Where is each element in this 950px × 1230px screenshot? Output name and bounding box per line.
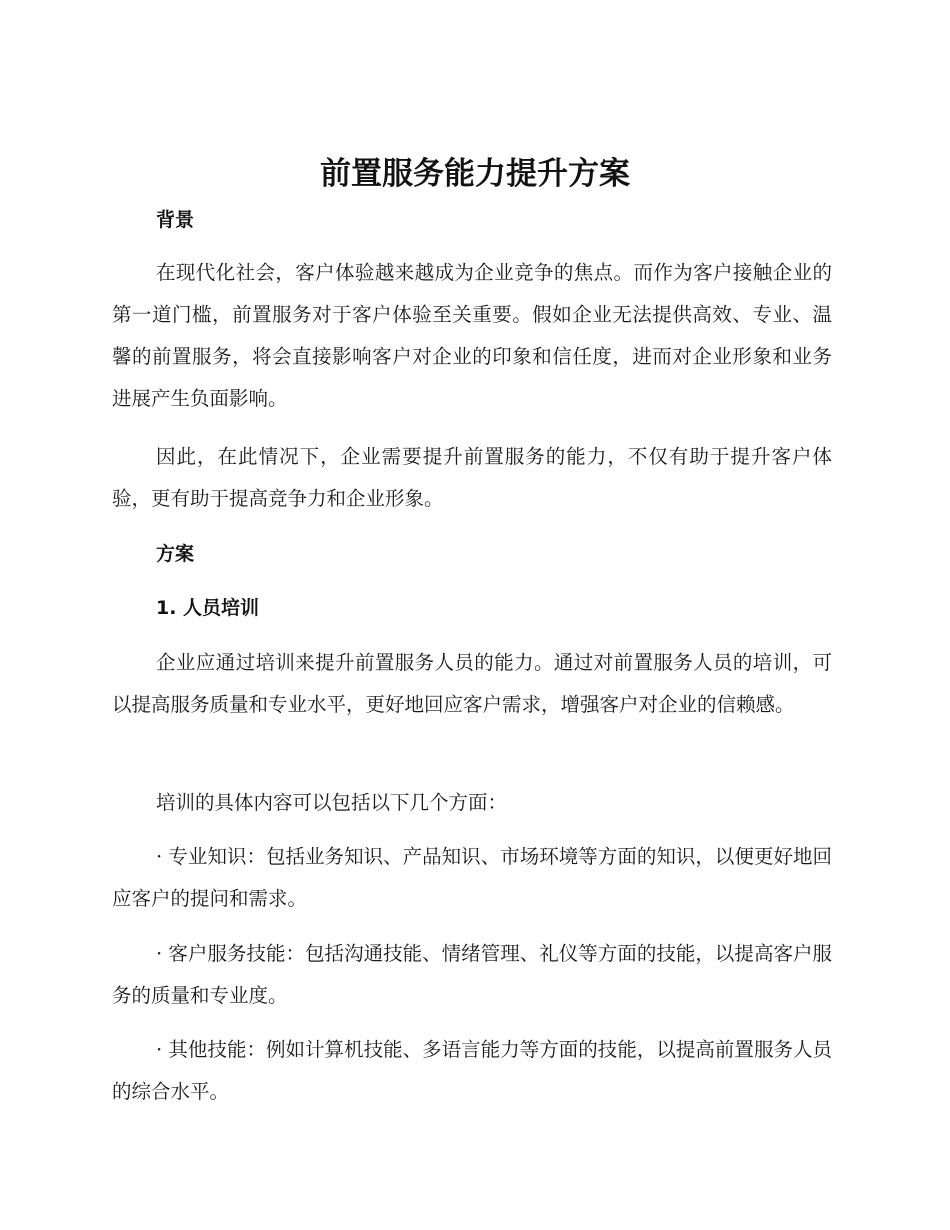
bullet-item-other-skills: · 其他技能：例如计算机技能、多语言能力等方面的技能，以提高前置服务人员的综合水平。 bbox=[112, 1038, 832, 1103]
section-heading-plan: 方案 bbox=[156, 543, 195, 565]
subsection-heading-training: 1. 人员培训 bbox=[156, 597, 260, 619]
bullet-item-professional-knowledge: · 专业知识：包括业务知识、产品知识、市场环境等方面的知识，以便更好地回应客户的提问和需求。 bbox=[112, 845, 832, 910]
training-paragraph-2: 培训的具体内容可以包括以下几个方面： bbox=[156, 791, 508, 814]
background-paragraph-2: 因此，在此情况下，企业需要提升前置服务的能力，不仅有助于提升客户体验，更有助于提高竞争力和企业形象。 bbox=[112, 445, 832, 510]
training-paragraph-1: 企业应通过培训来提升前置服务人员的能力。通过对前置服务人员的培训，可以提高服务质量和专业水平，更好地回应客户需求，增强客户对企业的信赖感。 bbox=[112, 651, 832, 716]
bullet-item-customer-service-skills: · 客户服务技能：包括沟通技能、情绪管理、礼仪等方面的技能，以提高客户服务的质量和专业度。 bbox=[112, 942, 832, 1007]
background-paragraph-1: 在现代化社会，客户体验越来越成为企业竞争的焦点。而作为客户接触企业的第一道门槛，前置服务对于客户体验至关重要。假如企业无法提供高效、专业、温馨的前置服务，将会直接影响客户对企业的印象和信任度，进而对企业形象和业务进展产生负面影响。 bbox=[112, 261, 832, 410]
document-title: 前置服务能力提升方案 bbox=[320, 156, 630, 192]
section-heading-background: 背景 bbox=[156, 209, 195, 231]
